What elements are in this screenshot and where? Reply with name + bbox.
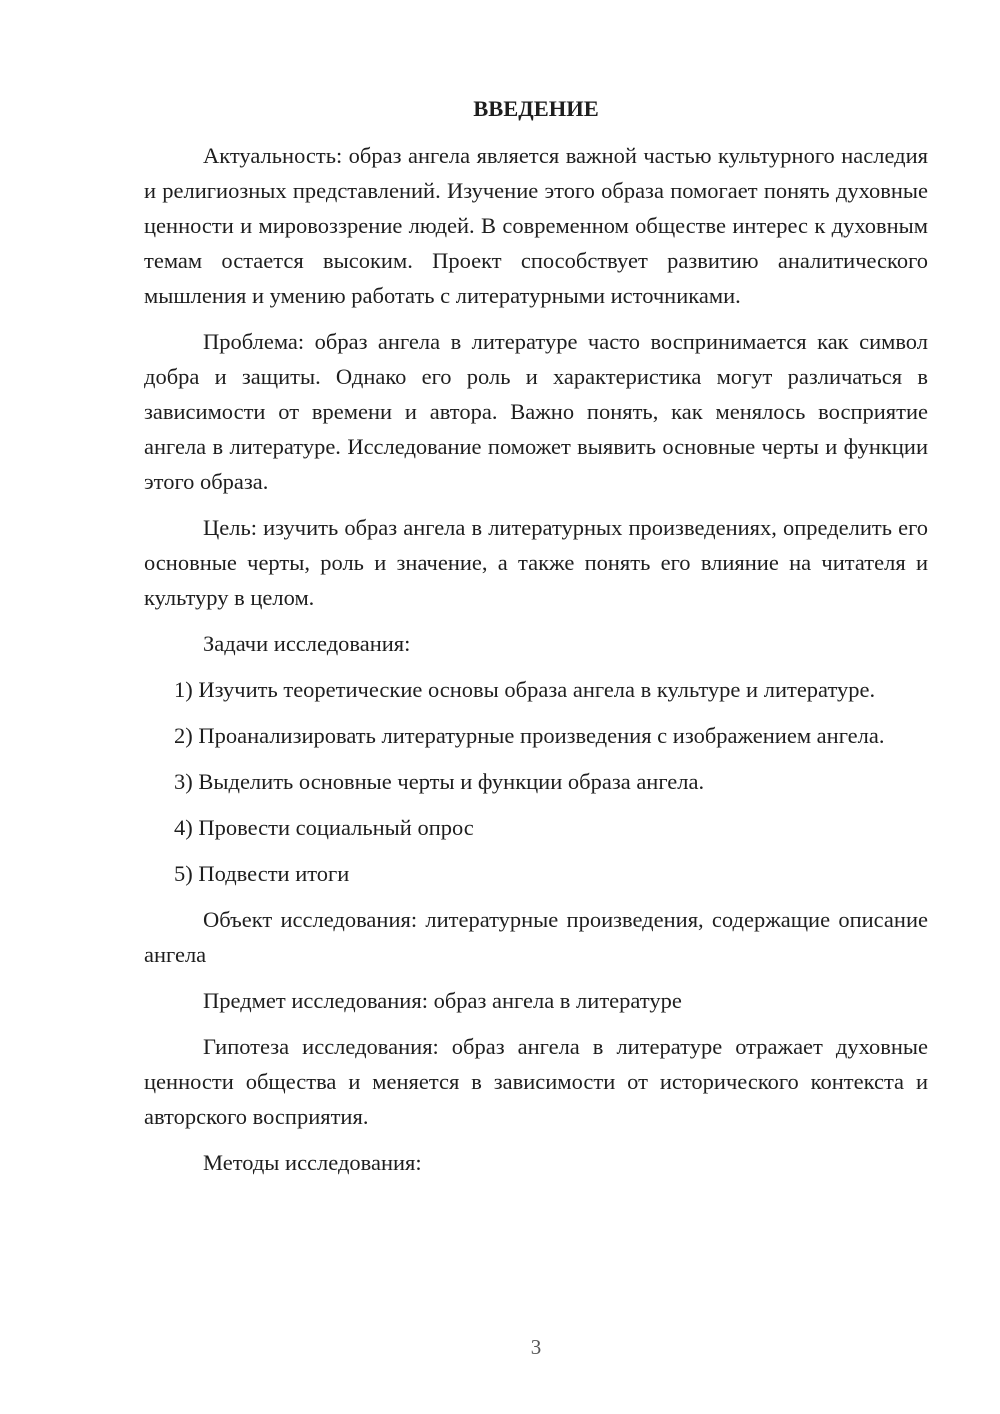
paragraph-subject: Предмет исследования: образ ангела в литературе	[203, 988, 682, 1013]
task-item-3: 3) Выделить основные черты и функции образа ангела.	[174, 769, 705, 794]
paragraph-problem: Проблема: образ ангела в литературе часто воспринимается как символ добра и защиты. Однако его роль и характеристика могут различаться в зависимости от времени и автора. Важно понять, как менялось восприятие ангела в литературе. Исследование поможет выявить основные черты и функции этого образа.	[144, 329, 928, 494]
section-title: ВВЕДЕНИЕ	[473, 96, 599, 121]
paragraph-object: Объект исследования: литературные произведения, содержащие описание ангела	[144, 907, 928, 967]
task-item-1: 1) Изучить теоретические основы образа ангела в культуре и литературе.	[174, 677, 876, 702]
tasks-heading: Задачи исследования:	[203, 631, 411, 656]
task-item-2: 2) Проанализировать литературные произведения с изображением ангела.	[174, 723, 885, 748]
task-item-4: 4) Провести социальный опрос	[174, 815, 474, 840]
paragraph-goal: Цель: изучить образ ангела в литературных произведениях, определить его основные черты, роль и значение, а также понять его влияние на читателя и культуру в целом.	[144, 515, 928, 610]
paragraph-hypothesis: Гипотеза исследования: образ ангела в литературе отражает духовные ценности общества и меняется в зависимости от исторического контекста и авторского восприятия.	[144, 1034, 928, 1129]
task-item-5: 5) Подвести итоги	[174, 861, 350, 886]
page-content	[144, 94, 928, 1191]
methods-heading: Методы исследования:	[203, 1150, 422, 1175]
paragraph-relevance: Актуальность: образ ангела является важной частью культурного наследия и религиозных представлений. Изучение этого образа помогает понять духовные ценности и мировоззрение людей. В современном обществе интерес к духовным темам остается высоким. Проект способствует развитию аналитического мышления и умению работать с литературными источниками.	[144, 143, 928, 308]
page-number: 3	[530, 1335, 542, 1359]
